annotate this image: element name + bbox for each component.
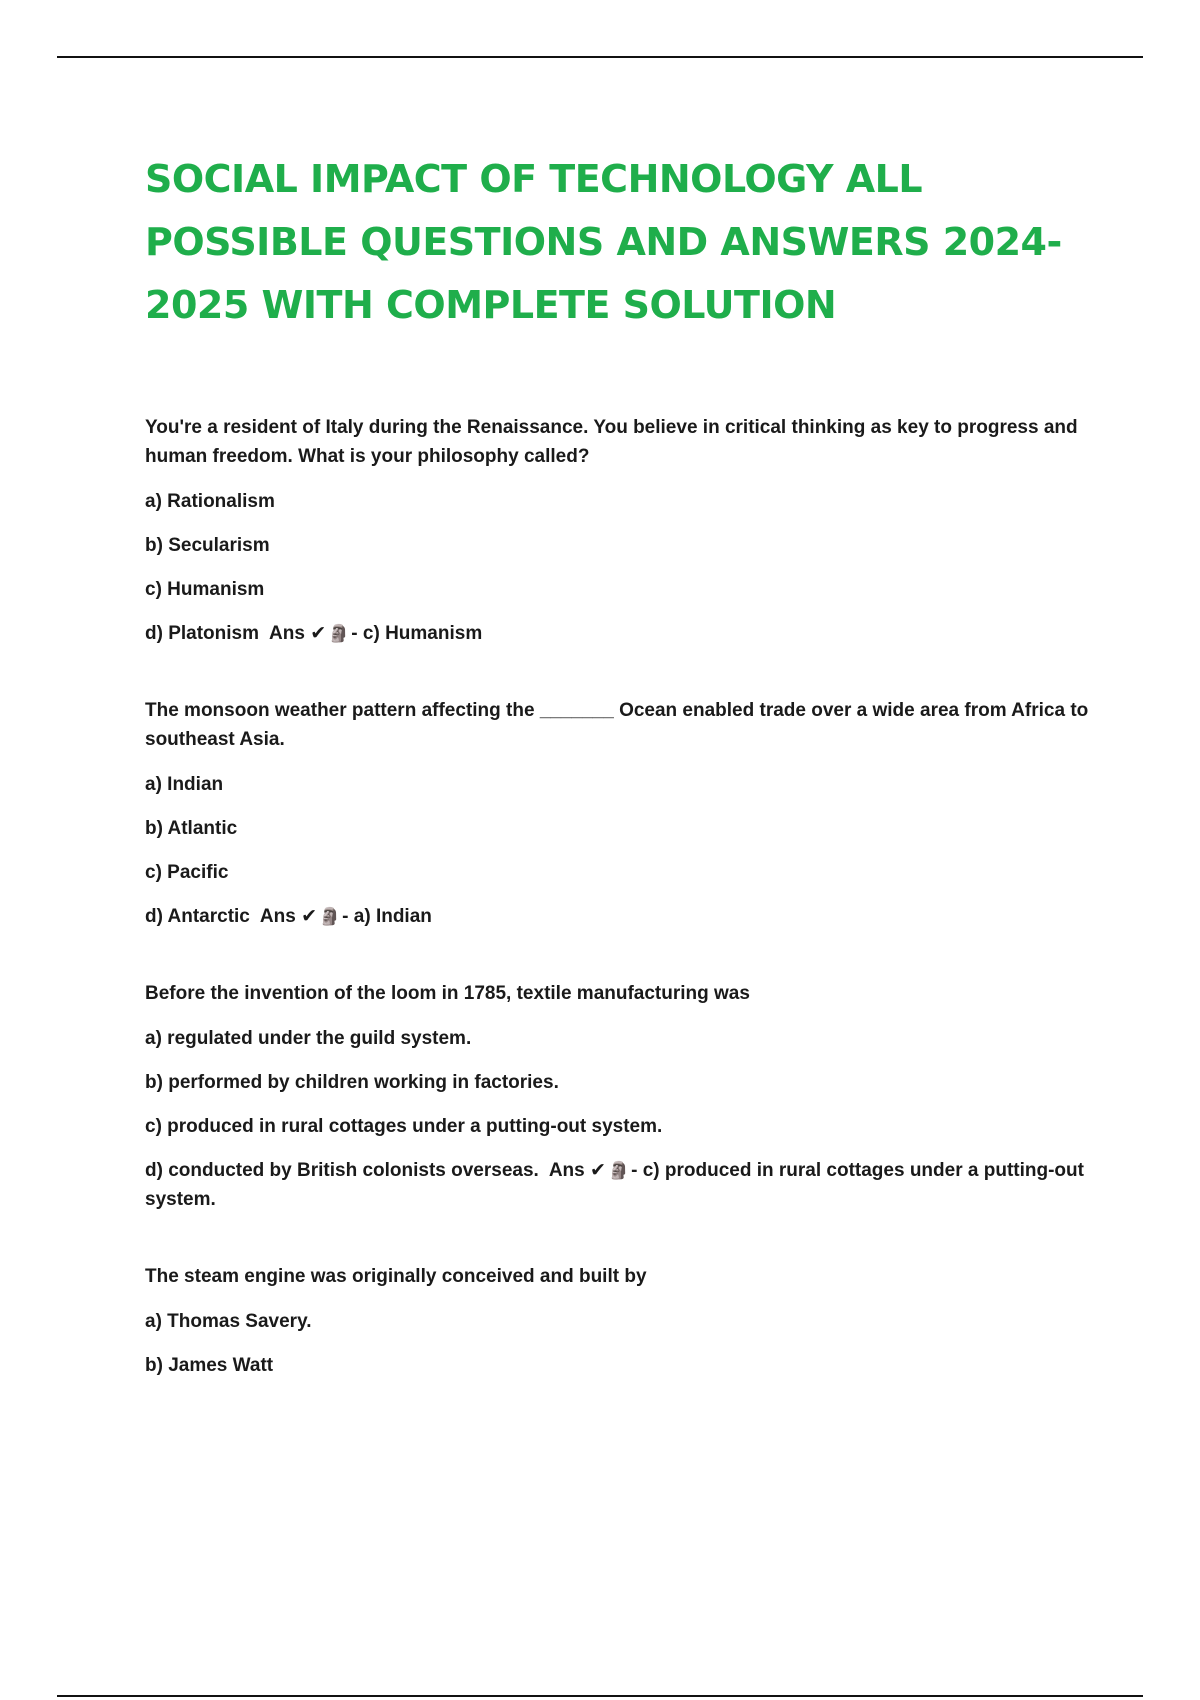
footer-rule bbox=[57, 1695, 1143, 1697]
answer-option: a) Indian bbox=[145, 774, 224, 795]
answer-option: c) Humanism bbox=[145, 579, 265, 600]
question-block bbox=[145, 413, 1095, 648]
correct-answer: c) Humanism bbox=[362, 623, 483, 644]
correct-answer: c) produced in rural cottages under a putting-out system. bbox=[145, 1160, 1084, 1210]
answer-option: b) James Watt bbox=[145, 1355, 274, 1376]
question-block bbox=[145, 1262, 1095, 1380]
answer-option: b) Atlantic bbox=[145, 818, 238, 839]
answer-prefix: Ans bbox=[269, 623, 305, 644]
answer-option: a) Thomas Savery. bbox=[145, 1311, 312, 1332]
answer-option: c) produced in rural cottages under a putting-out system. bbox=[145, 1116, 663, 1137]
answer-option: c) Pacific bbox=[145, 862, 229, 883]
moai-icon: 🗿 bbox=[318, 907, 341, 926]
answer-option-label: d) Antarctic bbox=[145, 906, 250, 927]
check-icon: ✔ bbox=[310, 623, 327, 644]
correct-answer: a) Indian bbox=[353, 906, 432, 927]
check-icon: ✔ bbox=[301, 906, 317, 927]
answer-separator: - bbox=[342, 906, 349, 927]
answer-separator: - bbox=[351, 623, 358, 644]
question-text: You're a resident of Italy during the Renaissance. You believe in critical thinking as key to progress and human freedom. What is your philosophy called? bbox=[145, 417, 1078, 467]
answer-option-with-answer bbox=[145, 902, 1095, 931]
answer-option: b) performed by children working in factories. bbox=[145, 1072, 559, 1093]
question-text: Before the invention of the loom in 1785, textile manufacturing was bbox=[145, 983, 750, 1004]
question-block bbox=[145, 979, 1095, 1214]
answer-option: b) Secularism bbox=[145, 535, 270, 556]
answer-prefix: Ans bbox=[548, 1160, 585, 1181]
document-body bbox=[145, 148, 1095, 1428]
question-text: The steam engine was originally conceived and built by bbox=[145, 1266, 647, 1287]
answer-option-label: d) Platonism bbox=[145, 623, 260, 644]
moai-icon: 🗿 bbox=[607, 1161, 630, 1180]
answer-separator: - bbox=[631, 1160, 638, 1181]
document-title: SOCIAL IMPACT OF TECHNOLOGY ALL POSSIBLE QUESTIONS AND ANSWERS 2024-2025 WITH COMPLETE SOLUTION bbox=[145, 157, 1062, 327]
answer-option: a) Rationalism bbox=[145, 491, 275, 512]
question-text: The monsoon weather pattern affecting the _______ Ocean enabled trade over a wide area from Africa to southeast Asia. bbox=[145, 700, 1089, 750]
check-icon: ✔ bbox=[590, 1160, 606, 1181]
moai-icon: 🗿 bbox=[328, 624, 350, 643]
answer-prefix: Ans bbox=[259, 906, 296, 927]
answer-option-with-answer bbox=[145, 1156, 1095, 1214]
question-block bbox=[145, 696, 1095, 931]
answer-option-label: d) conducted by British colonists overseas. bbox=[145, 1160, 539, 1181]
header-rule bbox=[57, 56, 1143, 58]
answer-option: a) regulated under the guild system. bbox=[145, 1028, 472, 1049]
answer-option-with-answer bbox=[145, 619, 1095, 648]
